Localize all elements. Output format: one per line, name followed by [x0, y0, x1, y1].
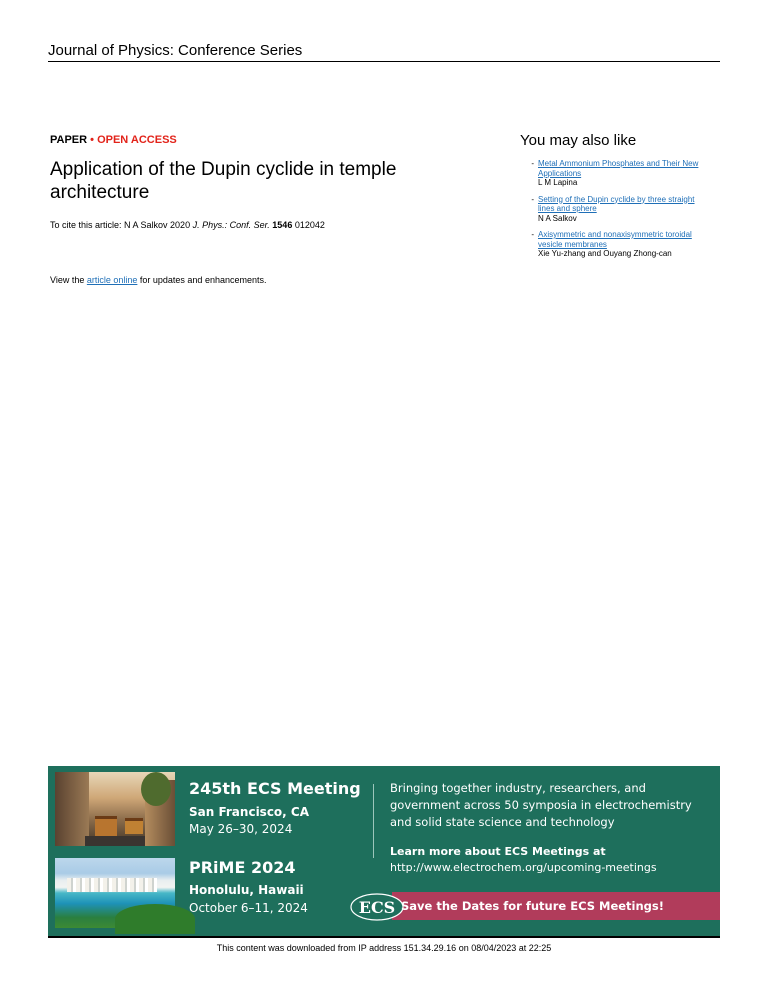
- san-francisco-photo: [55, 772, 175, 846]
- related-article-item: [520, 195, 730, 224]
- meeting1-dates: May 26–30, 2024: [189, 822, 293, 836]
- footer-rule: [48, 936, 720, 938]
- related-article-authors: N A Salkov: [538, 213, 577, 223]
- article-online-link[interactable]: article online: [86, 275, 138, 285]
- citation-journal: J. Phys.: Conf. Ser.: [192, 220, 270, 230]
- related-article-item: [520, 159, 730, 188]
- paper-label: PAPER: [50, 134, 88, 146]
- banner-divider: [373, 784, 374, 858]
- related-article-item: [520, 230, 730, 259]
- save-dates-text[interactable]: Save the Dates for future ECS Meetings!: [401, 899, 664, 913]
- ecs-logo-text: ECS: [358, 898, 396, 917]
- related-article-authors: Xie Yu-zhang and Ouyang Zhong-can: [538, 249, 672, 258]
- list-dash: -: [531, 230, 534, 239]
- meeting2-title: PRiME 2024: [189, 858, 296, 877]
- journal-title: Journal of Physics: Conference Series: [48, 42, 303, 59]
- citation-volume: 1546: [272, 220, 293, 230]
- citation-prefix: To cite this article: N A Salkov 2020: [50, 220, 193, 230]
- open-access-label: OPEN ACCESS: [97, 134, 177, 146]
- meetings-url[interactable]: http://www.electrochem.org/upcoming-meetings: [390, 861, 657, 874]
- meeting2-location: Honolulu, Hawaii: [189, 883, 304, 897]
- related-articles-heading: You may also like: [520, 132, 637, 149]
- meeting1-location: San Francisco, CA: [189, 805, 310, 819]
- ecs-meetings-banner[interactable]: [48, 766, 720, 936]
- banner-tagline: Bringing together industry, researchers, and government across 50 symposia in electrochemistry and solid state science and technology: [390, 781, 692, 829]
- list-dash: -: [531, 159, 534, 168]
- related-article-link[interactable]: Setting of the Dupin cyclide by three straight lines and sphere: [538, 194, 695, 213]
- ecs-logo-icon: [350, 893, 404, 921]
- paper-type-label: [50, 133, 177, 147]
- view-online-line: [50, 274, 266, 286]
- journal-header: [48, 42, 720, 62]
- list-dash: -: [531, 194, 534, 204]
- citation-line: [50, 219, 325, 231]
- view-online-prefix: View the: [50, 275, 87, 285]
- related-article-link[interactable]: Metal Ammonium Phosphates and Their New Applications: [538, 159, 699, 178]
- bullet-separator: •: [90, 134, 95, 146]
- meeting2-dates: October 6–11, 2024: [189, 901, 308, 915]
- meeting1-title: 245th ECS Meeting: [189, 779, 361, 798]
- related-articles-panel: [520, 132, 730, 266]
- view-online-suffix: for updates and enhancements.: [137, 275, 267, 285]
- download-footer: This content was downloaded from IP address 151.34.29.16 on 08/04/2023 at 22:25: [216, 943, 552, 953]
- learn-more-label: Learn more about ECS Meetings at: [390, 845, 606, 858]
- related-article-authors: L M Lapina: [538, 178, 578, 187]
- article-title: Application of the Dupin cyclide in temple architecture: [50, 159, 397, 203]
- honolulu-photo: [55, 858, 175, 928]
- related-article-link[interactable]: Axisymmetric and nonaxisymmetric toroidal vesicle membranes: [538, 230, 692, 249]
- citation-number: 012042: [292, 220, 325, 230]
